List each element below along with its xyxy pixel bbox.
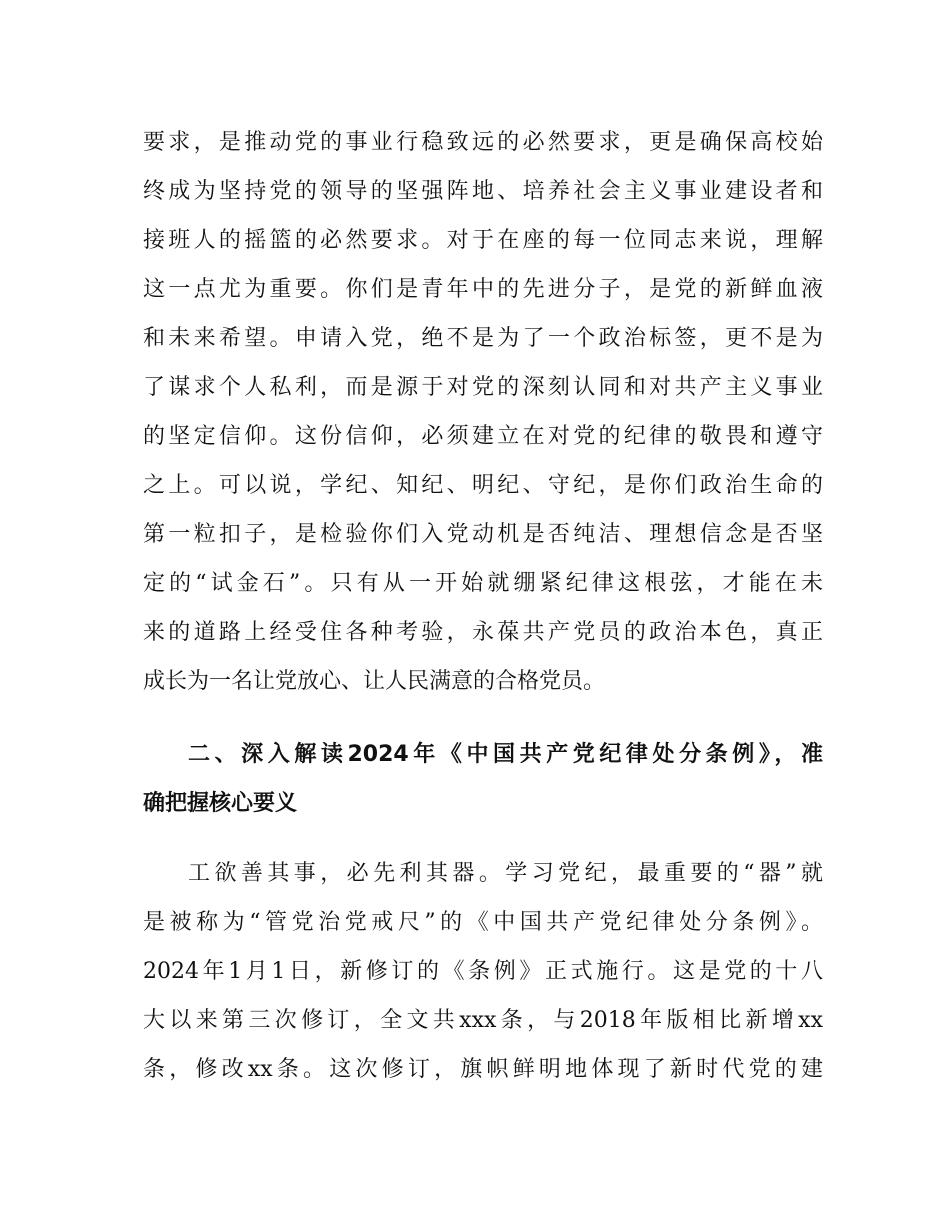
paragraph-line: 是被称为“管党治党戒尺”的《中国共产党纪律处分条例》。 <box>143 910 823 935</box>
section-heading: 确把握核心要义 <box>143 791 298 816</box>
paragraph-line: 这一点尤为重要。你们是青年中的先进分子，是党的新鲜血液 <box>143 277 823 302</box>
paragraph-line: 的坚定信仰。这份信仰，必须建立在对党的纪律的敬畏和遵守 <box>143 424 823 449</box>
paragraph-line: 和未来希望。申请入党，绝不是为了一个政治标签，更不是为 <box>143 326 823 351</box>
paragraph-line: 大以来第三次修订，全文共xxx条，与2018年版相比新增xx <box>143 1008 823 1033</box>
paragraph-line: 2024年1月1日，新修订的《条例》正式施行。这是党的十八 <box>143 959 823 984</box>
paragraph-line: 条，修改xx条。这次修订，旗帜鲜明地体现了新时代党的建 <box>143 1057 823 1082</box>
paragraph-line: 终成为坚持党的领导的坚强阵地、培养社会主义事业建设者和 <box>143 179 823 204</box>
section-heading: 二、深入解读2024年《中国共产党纪律处分条例》，准 <box>188 742 823 767</box>
paragraph-line: 成长为一名让党放心、让人民满意的合格党员。 <box>143 669 606 694</box>
paragraph-line: 要求，是推动党的事业行稳致远的必然要求，更是确保高校始 <box>143 130 823 155</box>
paragraph-line: 工欲善其事，必先利其器。学习党纪，最重要的“器”就 <box>188 861 823 886</box>
paragraph-line: 了谋求个人私利，而是源于对党的深刻认同和对共产主义事业 <box>143 375 823 400</box>
paragraph-line: 第一粒扣子，是检验你们入党动机是否纯洁、理想信念是否坚 <box>143 522 823 547</box>
paragraph-line: 定的“试金石”。只有从一开始就绷紧纪律这根弦，才能在未 <box>143 571 823 596</box>
paragraph-line: 来的道路上经受住各种考验，永葆共产党员的政治本色，真正 <box>143 620 823 645</box>
paragraph-line: 接班人的摇篮的必然要求。对于在座的每一位同志来说，理解 <box>143 228 823 253</box>
paragraph-line: 之上。可以说，学纪、知纪、明纪、守纪，是你们政治生命的 <box>143 473 823 498</box>
